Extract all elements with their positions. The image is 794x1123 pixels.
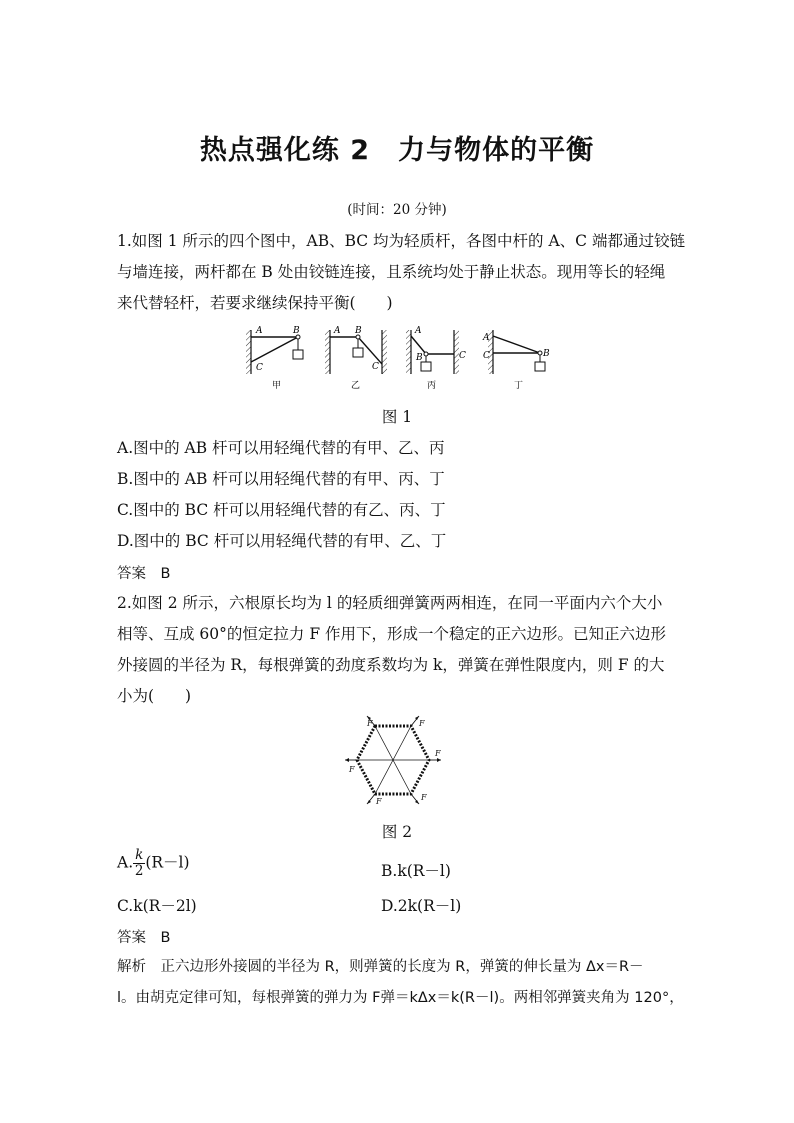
q2-option-a: A. $\frac{k}{2}$ (R－l) bbox=[117, 847, 190, 879]
q1-option-d: D.图中的 BC 杆可以用轻绳代替的有甲、乙、丁 bbox=[117, 532, 447, 550]
q1-stem-line-3: 来代替轻杆，若要求继续保持平衡( ) bbox=[117, 294, 393, 312]
sub-label-bing: 丙 bbox=[427, 381, 437, 391]
sub-label-ding: 丁 bbox=[514, 381, 524, 391]
svg-text:C: C bbox=[459, 351, 466, 361]
figure-1-bing bbox=[406, 326, 466, 391]
q1-option-b: B.图中的 AB 杆可以用轻绳代替的有甲、丙、丁 bbox=[117, 470, 445, 488]
q2-option-b: B.k(R－l) bbox=[381, 862, 451, 880]
force-label: F bbox=[367, 719, 373, 728]
svg-text:C: C bbox=[483, 351, 490, 361]
svg-text:B: B bbox=[543, 349, 550, 359]
figure-1-diagram bbox=[230, 322, 560, 392]
svg-text:F: F bbox=[421, 793, 427, 802]
q1-answer: 答案 B bbox=[117, 566, 171, 582]
fraction-k-over-2: $\frac{k}{2}$ bbox=[134, 847, 144, 879]
svg-text:A: A bbox=[415, 326, 422, 336]
q1-stem-line-2: 与墙连接，两杆都在 B 处由铰链连接，且系统均处于静止状态。现用等长的轻绳 bbox=[117, 263, 666, 281]
svg-text:A: A bbox=[483, 333, 490, 343]
svg-text:F: F bbox=[435, 749, 441, 758]
label-b: B bbox=[293, 326, 300, 336]
q1-option-c: C.图中的 BC 杆可以用轻绳代替的有乙、丙、丁 bbox=[117, 501, 446, 519]
q2-stem-line-3: 外接圆的半径为 R，每根弹簧的劲度系数均为 k，弹簧在弹性限度内，则 F 的大 bbox=[117, 656, 665, 674]
sub-label-yi: 乙 bbox=[351, 381, 361, 391]
svg-text:B: B bbox=[355, 326, 362, 336]
svg-text:F: F bbox=[349, 765, 355, 774]
svg-text:C: C bbox=[372, 362, 379, 372]
time-note: (时间：20 分钟) bbox=[347, 202, 447, 218]
svg-text:F: F bbox=[376, 797, 382, 806]
q2-answer: 答案 B bbox=[117, 930, 171, 946]
figure-2-diagram bbox=[340, 714, 450, 806]
page-title: 热点强化练 2 力与物体的平衡 bbox=[199, 135, 595, 166]
q2-option-c: C.k(R－2l) bbox=[117, 897, 197, 915]
svg-text:F: F bbox=[419, 719, 425, 728]
q2-stem-line-1: 2.如图 2 所示，六根原长均为 l 的轻质细弹簧两两相连，在同一平面内六个大小 bbox=[117, 594, 663, 612]
q2-analysis-line-1: 解析 正六边形外接圆的半径为 R，则弹簧的长度为 R，弹簧的伸长量为 Δx＝R－ bbox=[117, 959, 644, 975]
q1-stem-line-1: 1.如图 1 所示的四个图中，AB、BC 均为轻质杆，各图中杆的 A、C 端都通过铰链 bbox=[117, 232, 685, 250]
q2-option-d: D.2k(R－l) bbox=[381, 897, 462, 915]
svg-text:A: A bbox=[334, 326, 341, 336]
sub-label-jia: 甲 bbox=[272, 381, 282, 391]
q2-analysis-line-2: l。由胡克定律可知，每根弹簧的弹力为 F弹＝kΔx＝k(R－l)。两相邻弹簧夹角为 120°， bbox=[117, 990, 684, 1006]
q1-option-a: A.图中的 AB 杆可以用轻绳代替的有甲、乙、丙 bbox=[117, 439, 445, 457]
figure-1-ding bbox=[482, 330, 550, 391]
figure-1-jia bbox=[246, 326, 303, 391]
figure-2-caption: 图 2 bbox=[381, 823, 413, 841]
q2-stem-line-4: 小为( ) bbox=[117, 687, 192, 705]
q2-stem-line-2: 相等、互成 60°的恒定拉力 F 作用下，形成一个稳定的正六边形。已知正六边形 bbox=[117, 625, 667, 643]
label-c: C bbox=[256, 363, 263, 373]
figure-1-caption: 图 1 bbox=[381, 408, 413, 426]
figure-1-yi bbox=[325, 326, 387, 391]
label-a: A bbox=[256, 326, 263, 336]
svg-text:B: B bbox=[416, 353, 423, 363]
